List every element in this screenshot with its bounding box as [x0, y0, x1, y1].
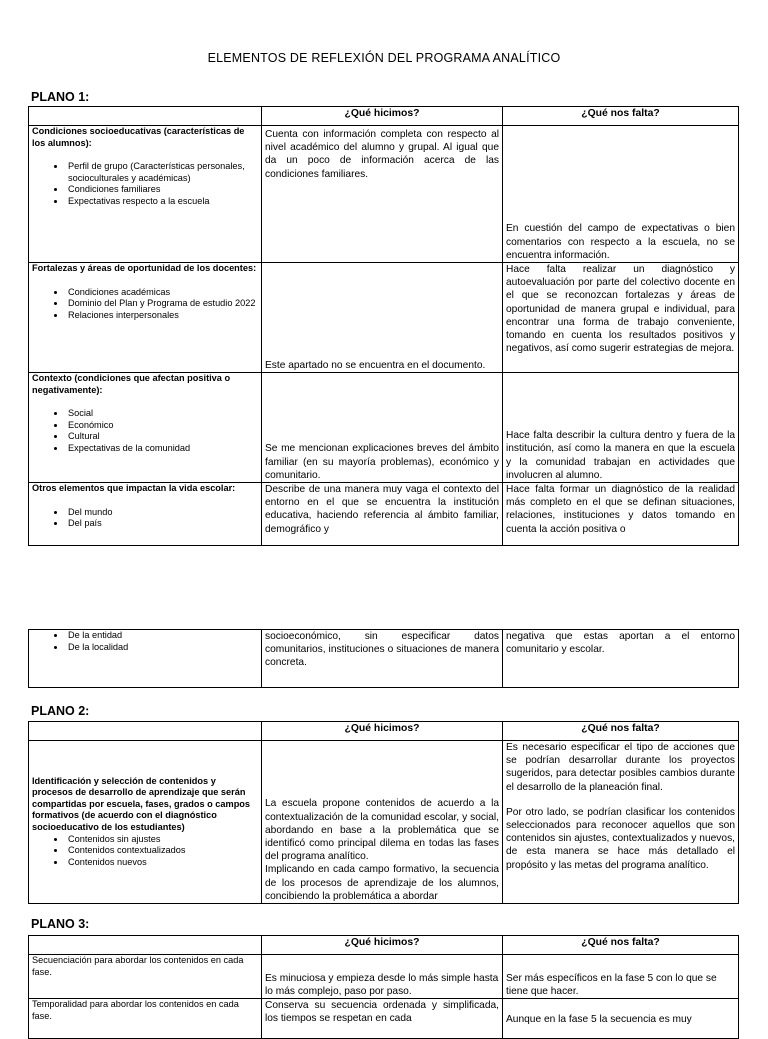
table-row	[29, 126, 739, 263]
list-item: • Expectativas de la comunidad	[66, 443, 258, 455]
row-label: Fortalezas y áreas de oportunidad de los docentes:	[32, 263, 257, 273]
row-label-cell	[29, 483, 262, 546]
row-label: Secuenciación para abordar los contenidos en cada fase.	[32, 955, 244, 977]
falta-cell: Hace falta formar un diagnóstico de la realidad más completo en el que se definan situaciones, relaciones, instituciones y datos tomando en cuenta la acción positiva o	[503, 483, 739, 546]
list-item: • Expectativas respecto a la escuela	[66, 196, 258, 208]
falta-cell: Aunque en la fase 5 la secuencia es muy	[503, 999, 739, 1039]
falta-cell: Hace falta realizar un diagnóstico y autoevaluación por parte del colectivo docente en el que se reconozcan fortalezas y áreas de oportunidad de manera grupal e individual, para encontrar una forma de trabajo conveniente, tomando en cuenta los resultados positivos y negativos, así como sugerir estrategias de mejora.	[503, 263, 739, 373]
empty-header-cell	[29, 107, 262, 126]
plano-2-table	[28, 721, 739, 904]
row-label: Contexto (condiciones que afectan positiva o negativamente):	[32, 373, 231, 395]
falta-paragraph: Por otro lado, se podrían clasificar los contenidos seleccionados para reconocer aquellos que son contenidos sin ajustes, contextualizados y nuevos, de esta manera se hace más detallado el propósito y las metas del programa analítico.	[506, 806, 735, 871]
table-row	[29, 483, 739, 546]
criteria-list	[32, 507, 258, 530]
falta-cell: En cuestión del campo de expectativas o bien comentarios con respecto a la escuela, no se encuentra información.	[503, 126, 739, 263]
list-item: • Contenidos sin ajustes	[66, 834, 258, 846]
list-item: • Del mundo	[66, 507, 258, 519]
header-que-hicimos: ¿Qué hicimos?	[262, 722, 503, 741]
falta-cell: negativa que estas aportan a el entorno comunitario y escolar.	[503, 630, 739, 688]
row-label: Otros elementos que impactan la vida escolar:	[32, 483, 236, 493]
plano-2-label: PLANO 2:	[31, 704, 90, 718]
falta-cell: Hace falta describir la cultura dentro y fuera de la institución, así como la manera en que la escuela y la comunidad trabajan en actividades que involucren al alumno.	[503, 373, 739, 483]
row-label-cell	[29, 263, 262, 373]
table-row	[29, 373, 739, 483]
hicimos-cell: Se me mencionan explicaciones breves del ámbito familiar (en su mayoría problemas), económico y comunitario.	[262, 373, 503, 483]
falta-cell	[503, 741, 739, 904]
row-label: Condiciones socioeducativas (características de los alumnos):	[32, 126, 245, 148]
hicimos-cell: Es minuciosa y empieza desde lo más simple hasta lo más complejo, paso por paso.	[262, 955, 503, 999]
table-row	[29, 263, 739, 373]
header-que-nos-falta: ¿Qué nos falta?	[503, 722, 739, 741]
list-item: • Perfil de grupo (Características personales, socioculturales y académicas)	[66, 161, 258, 184]
hicimos-paragraph: La escuela propone contenidos de acuerdo a la contextualización de la comunidad escolar, y social, abordando en base a la problemática que se identificó como principal dilema en todas las fases del programa analítico.	[265, 798, 499, 863]
hicimos-cell: socioeconómico, sin especificar datos comunitarios, instituciones o situaciones de manera concreta.	[262, 630, 503, 688]
plano-1-table	[28, 106, 739, 546]
row-label-cell	[29, 741, 262, 904]
row-label: Identificación y selección de contenidos y procesos de desarrollo de aprendizaje que serán compartidas por escuela, fases, grados o campos formativos (de acuerdo con el diagnóstico socioeducativo de los estudiantes)	[32, 775, 251, 832]
table-row	[29, 630, 739, 688]
table-row	[29, 999, 739, 1039]
list-item: • De la localidad	[66, 642, 258, 654]
hicimos-cell: Cuenta con información completa con respecto al nivel académico del alumno y grupal. Al igual que da un poco de información acerca de las condiciones familiares.	[262, 126, 503, 263]
table-row	[29, 741, 739, 904]
row-label-cell	[29, 126, 262, 263]
list-item: • Condiciones familiares	[66, 184, 258, 196]
plano-3-label: PLANO 3:	[31, 917, 90, 931]
hicimos-cell: Conserva su secuencia ordenada y simplificada, los tiempos se respetan en cada	[262, 999, 503, 1039]
hicimos-paragraph: Implicando en cada campo formativo, la secuencia de los procesos de aprendizaje de los alumnos, concibiendo la problemática a abordar	[265, 864, 499, 902]
criteria-list	[32, 834, 258, 869]
list-item: • De la entidad	[66, 630, 258, 642]
hicimos-cell	[262, 741, 503, 904]
criteria-list	[32, 630, 258, 653]
criteria-list	[32, 287, 258, 322]
header-que-nos-falta: ¿Qué nos falta?	[503, 107, 739, 126]
criteria-list	[32, 161, 258, 207]
header-que-hicimos: ¿Qué hicimos?	[262, 936, 503, 955]
list-item: • Contenidos contextualizados	[66, 845, 258, 857]
list-item: • Dominio del Plan y Programa de estudio 2022	[66, 298, 258, 310]
list-item: • Condiciones académicas	[66, 287, 258, 299]
row-label-cell	[29, 955, 262, 999]
row-label-cell	[29, 630, 262, 688]
hicimos-cell: Describe de una manera muy vaga el contexto del entorno en el que se encuentra la institución educativa, haciendo referencia al ámbito familiar, demográfico y	[262, 483, 503, 546]
header-que-hicimos: ¿Qué hicimos?	[262, 107, 503, 126]
table-row	[29, 955, 739, 999]
plano-3-table	[28, 935, 739, 1039]
falta-paragraph: Es necesario especificar el tipo de acciones que se podrían desarrollar durante los proyectos sugeridos, para detectar posibles cambios durante el desarrollo de la planeación final.	[506, 742, 735, 793]
list-item: • Relaciones interpersonales	[66, 310, 258, 322]
row-label: Temporalidad para abordar los contenidos en cada fase.	[32, 999, 239, 1021]
criteria-list	[32, 408, 258, 454]
hicimos-cell: Este apartado no se encuentra en el documento.	[262, 263, 503, 373]
row-label-cell	[29, 373, 262, 483]
list-item: • Social	[66, 408, 258, 420]
empty-header-cell	[29, 936, 262, 955]
plano-1-label: PLANO 1:	[31, 90, 90, 104]
page-title: ELEMENTOS DE REFLEXIÓN DEL PROGRAMA ANALÍTICO	[207, 51, 561, 65]
list-item: • Cultural	[66, 431, 258, 443]
row-label-cell	[29, 999, 262, 1039]
list-item: • Del país	[66, 518, 258, 530]
header-que-nos-falta: ¿Qué nos falta?	[503, 936, 739, 955]
falta-cell: Ser más específicos en la fase 5 con lo que se tiene que hacer.	[503, 955, 739, 999]
list-item: • Contenidos nuevos	[66, 857, 258, 869]
empty-header-cell	[29, 722, 262, 741]
list-item: • Económico	[66, 420, 258, 432]
plano-1-continuation-table	[28, 629, 739, 688]
